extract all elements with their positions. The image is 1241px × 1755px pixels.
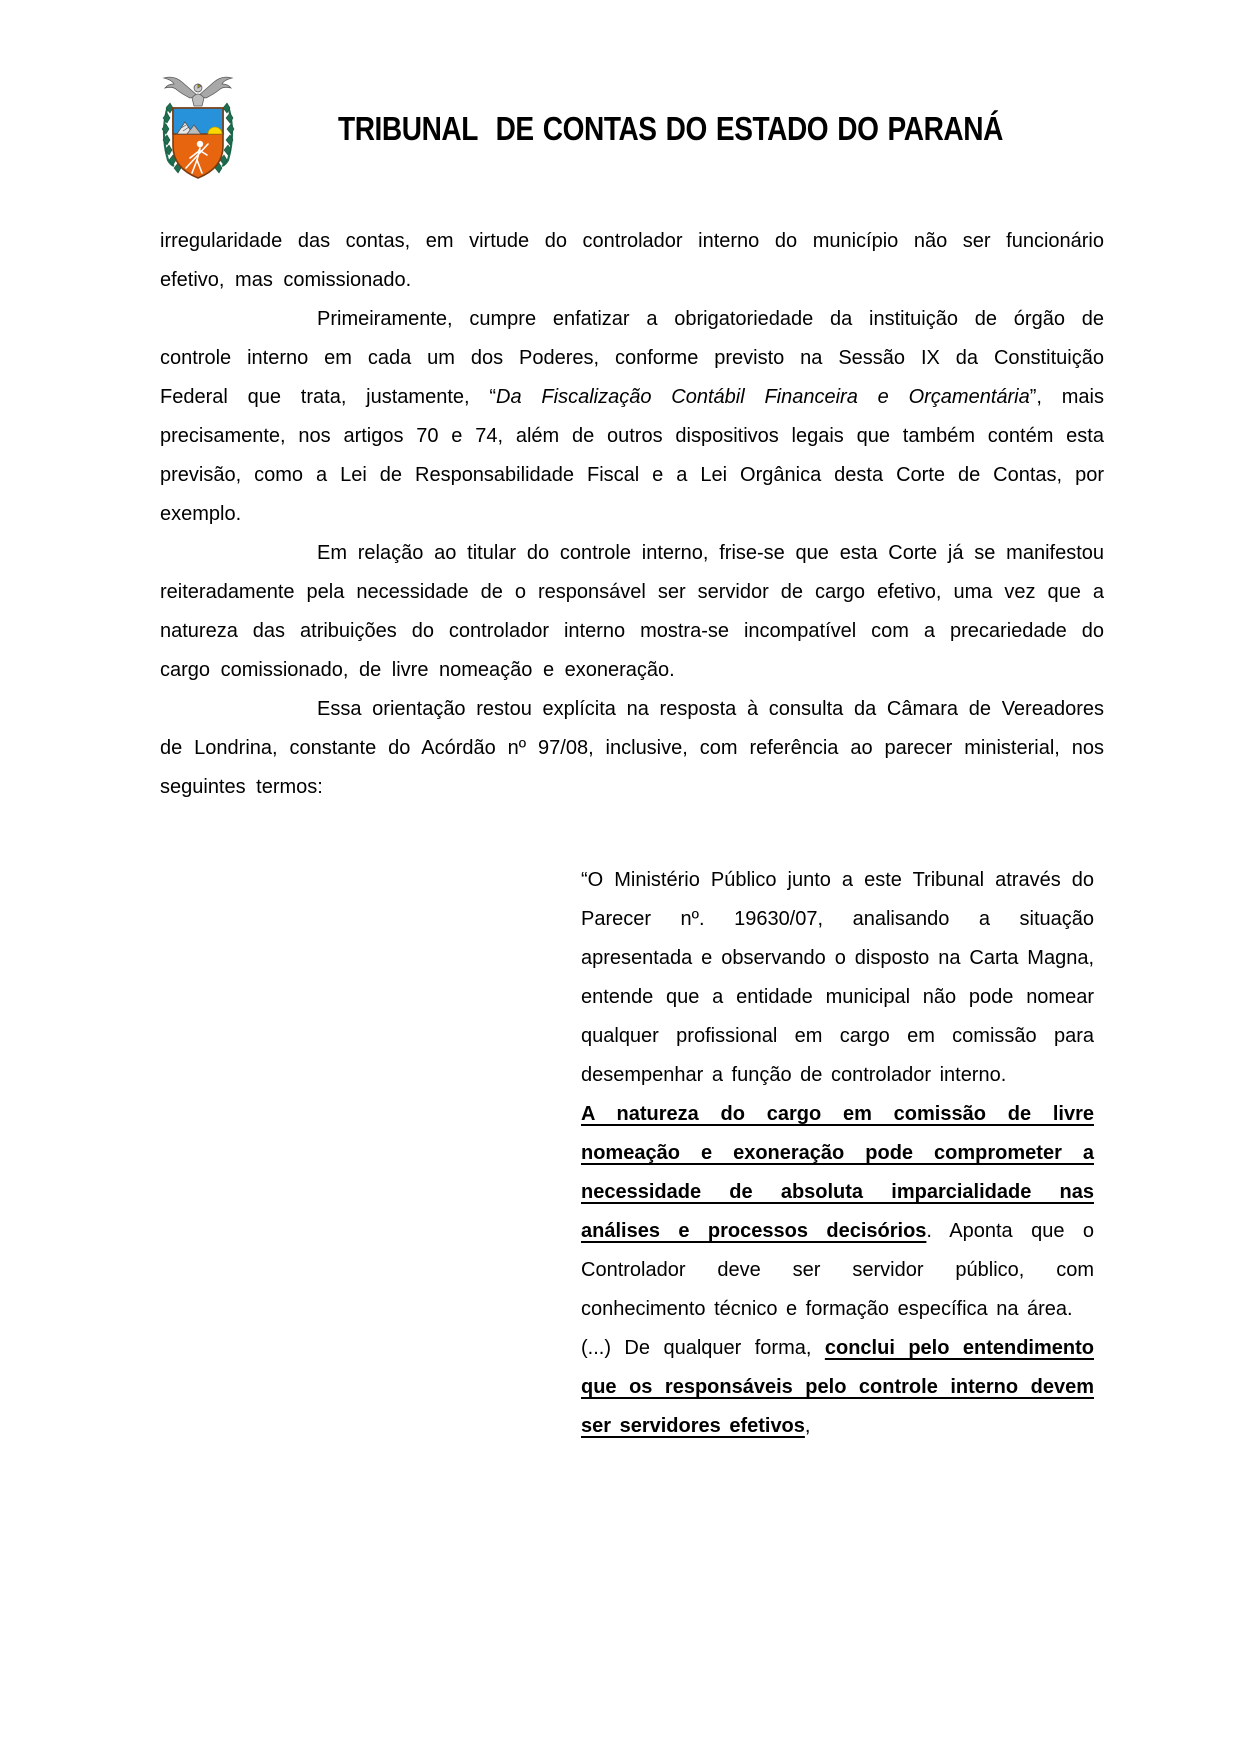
shield: [173, 108, 223, 178]
quote-paragraph-1: [581, 861, 1094, 1095]
document-body: [160, 222, 1104, 1446]
document-header: [0, 0, 1241, 200]
quote-paragraph-2: [581, 1095, 1094, 1329]
text-run: irregularidade das contas, em virtude do controlador interno do município não ser funcionário efetivo, mas comissionado.: [160, 230, 1104, 291]
quote-paragraph-3: [581, 1329, 1094, 1446]
document-title: TRIBUNAL DE CONTAS DO ESTADO DO PARANÁ: [338, 110, 1003, 147]
text-run: (...) De qualquer forma,: [581, 1337, 825, 1359]
text-run: Primeiramente, cumpre enfatizar a obrigatoriedade da instituição de órgão de controle interno em cada um dos Poderes, conforme previsto na Sessão IX da Constituição Federal que trata, justamente, “: [160, 308, 1104, 408]
text-run: conclui pelo entendimento que os responsáveis pelo controle interno devem ser servidores efetivos: [581, 1337, 1094, 1437]
text-run: Da Fiscalização Contábil Financeira e Orçamentária: [496, 386, 1030, 408]
text-run: ”, mais precisamente, nos artigos 70 e 74, além de outros dispositivos legais que também contém esta previsão, como a Lei de Responsabilidade Fiscal e a Lei Orgânica desta Corte de Contas, por exemplo.: [160, 386, 1104, 525]
text-run: ,: [804, 1415, 811, 1437]
paragraph-3: [160, 534, 1104, 690]
parana-coat-of-arms-icon: [152, 72, 244, 184]
text-run: Essa orientação restou explícita na resposta à consulta da Câmara de Vereadores de Londrina, constante do Acórdão nº 97/08, inclusive, com referência ao parecer ministerial, nos seguintes termos:: [160, 698, 1104, 798]
text-run: A natureza do cargo em comissão de livre nomeação e exoneração pode comprometer a necessidade de absoluta imparcialidade nas análises e processos decisórios: [581, 1103, 1094, 1242]
paragraph-2: [160, 300, 1104, 534]
paragraph-1: [160, 222, 1104, 300]
text-run: . Aponta que o Controlador deve ser servidor público, com conhecimento técnico e formação específica na área.: [581, 1220, 1094, 1320]
citation-block: [581, 861, 1094, 1446]
text-run: “O Ministério Público junto a este Tribunal através do Parecer nº. 19630/07, analisando a situação apresentada e observando o disposto na Carta Magna, entende que a entidade municipal não pode nomear qualquer profissional em cargo em comissão para desempenhar a função de controlador interno.: [581, 869, 1094, 1086]
text-run: Em relação ao titular do controle interno, frise-se que esta Corte já se manifestou reiteradamente pela necessidade de o responsável ser servidor de cargo efetivo, uma vez que a natureza das atribuições do controlador interno mostra-se incompatível com a precariedade do cargo comissionado, de livre nomeação e exoneração.: [160, 542, 1104, 681]
eagle: [164, 77, 232, 106]
paragraph-4: [160, 690, 1104, 807]
